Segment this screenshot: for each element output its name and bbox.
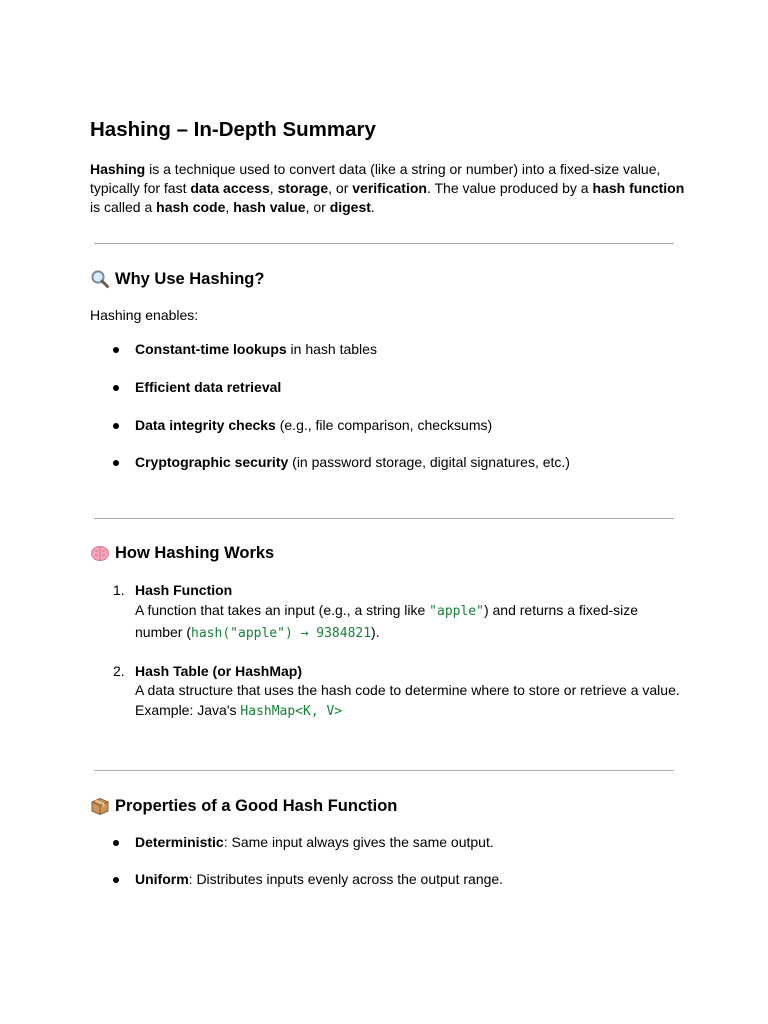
- section-heading-properties: [90, 795, 397, 817]
- section-divider: [94, 770, 674, 771]
- list-item-term: Efficient data retrieval: [135, 379, 282, 395]
- package-icon: [90, 796, 110, 816]
- intro-text: , or: [305, 199, 330, 215]
- inline-code: "apple": [429, 604, 484, 619]
- intro-term-verification: verification: [352, 180, 427, 196]
- list-item: [135, 453, 570, 472]
- intro-text: .: [370, 199, 375, 215]
- list-item-title: [135, 662, 302, 681]
- list-item-text: in hash tables: [286, 341, 377, 357]
- list-item-text: A function that takes an input (e.g., a string like: [135, 602, 430, 618]
- section-heading-text: How Hashing Works: [115, 544, 275, 562]
- bullet-marker: [113, 385, 119, 391]
- list-item-title: [135, 581, 232, 600]
- intro-text: is called a: [90, 199, 157, 215]
- list-item-term: Uniform: [135, 871, 189, 887]
- magnifying-glass-icon: [90, 269, 110, 289]
- bullet-marker: [113, 347, 119, 353]
- bullet-marker: [113, 460, 119, 466]
- section-lead: Hashing enables:: [90, 307, 199, 323]
- section-heading-text: Why Use Hashing?: [115, 270, 265, 288]
- list-item-line: A data structure that uses the hash code to determine where to store or retrieve a value.: [135, 682, 680, 698]
- intro-text: is a technique used to convert data (like a string or number) into a fixed-size value, typically for fast: [90, 161, 661, 196]
- list-item-text: number (: [135, 624, 192, 640]
- intro-text: . The value produced by a: [426, 180, 593, 196]
- list-item: [135, 416, 492, 435]
- list-item-line: [135, 701, 342, 721]
- section-heading-why: [90, 268, 264, 290]
- list-item-text: : Same input always gives the same output.: [223, 834, 494, 850]
- bullet-marker: [113, 877, 119, 883]
- intro-term-data-access: data access: [190, 180, 270, 196]
- list-number: 1.: [113, 582, 125, 598]
- intro-term-digest: digest: [329, 199, 371, 215]
- list-item: [135, 378, 281, 397]
- list-item-line: [135, 601, 638, 621]
- list-item-text: (e.g., file comparison, checksums): [275, 417, 493, 433]
- inline-code: HashMap<K, V>: [240, 704, 343, 719]
- list-item-text: : Distributes inputs evenly across the output range.: [188, 871, 504, 887]
- brain-icon: [90, 543, 110, 563]
- section-heading-text: Properties of a Good Hash Function: [115, 797, 398, 815]
- list-number: 2.: [113, 663, 125, 679]
- intro-term-hash-code: hash code: [156, 199, 226, 215]
- intro-term-hash-function: hash function: [592, 180, 685, 196]
- intro-text: ,: [225, 199, 234, 215]
- bullet-marker: [113, 840, 119, 846]
- intro-text: , or: [328, 180, 353, 196]
- bullet-marker: [113, 423, 119, 429]
- list-item-text: ) and returns a fixed-size: [483, 602, 639, 618]
- list-item: [135, 340, 377, 359]
- section-divider: [94, 518, 674, 519]
- list-item-text: ).: [371, 624, 380, 640]
- list-item-term: Constant-time lookups: [135, 341, 287, 357]
- list-item-term: Hash Function: [135, 582, 233, 598]
- list-item-term: Deterministic: [135, 834, 224, 850]
- intro-paragraph: [90, 160, 690, 217]
- list-item-line: [135, 623, 380, 643]
- section-divider: [94, 243, 674, 244]
- section-heading-how: [90, 542, 274, 564]
- intro-term-hash-value: hash value: [233, 199, 306, 215]
- intro-text: ,: [269, 180, 278, 196]
- list-item-term: Cryptographic security: [135, 454, 289, 470]
- list-item-text: (in password storage, digital signatures, etc.): [288, 454, 570, 470]
- list-item-term: Hash Table (or HashMap): [135, 663, 302, 679]
- intro-term-hashing: Hashing: [90, 161, 146, 177]
- page-title: Hashing – In-Depth Summary: [90, 118, 376, 141]
- list-item-text: Example: Java's: [135, 702, 241, 718]
- intro-term-storage: storage: [277, 180, 329, 196]
- list-item: [135, 833, 494, 852]
- inline-code: hash("apple") → 9384821: [191, 626, 372, 641]
- list-item-term: Data integrity checks: [135, 417, 276, 433]
- list-item: [135, 870, 503, 889]
